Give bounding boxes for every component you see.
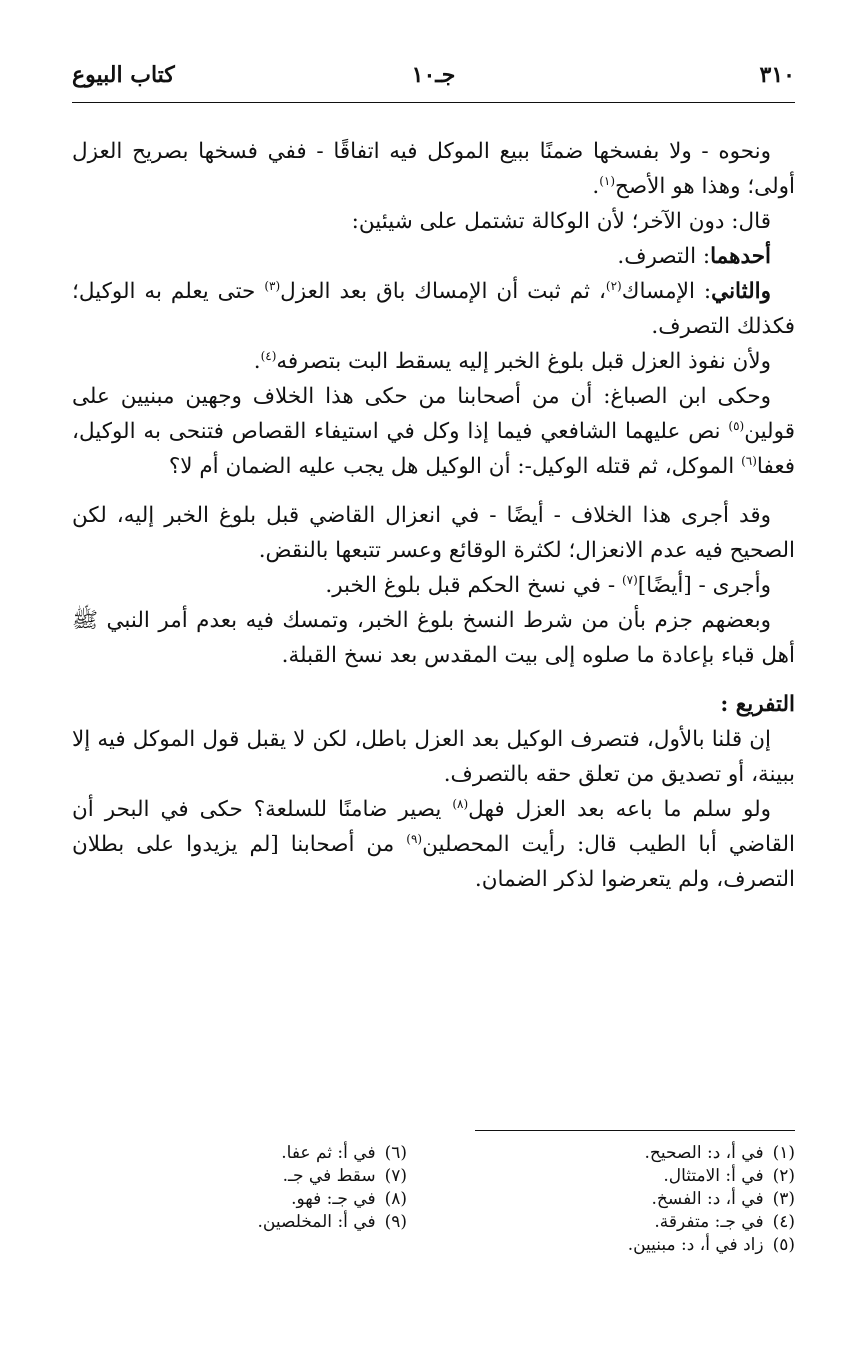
volume-number: جـ١٠ [411, 62, 456, 88]
paragraph: وبعضهم جزم بأن من شرط النسخ بلوغ الخبر، وتمسك فيه بعدم أمر النبي ﷺ أهل قباء بإعادة ما صلوه إلى بيت المقدس بعد نسخ القبلة. [72, 608, 795, 668]
page-header [72, 62, 795, 98]
footnote: (٩) في أ: المخلصين. [257, 1212, 407, 1232]
footnotes-right [475, 1142, 795, 1257]
page-number: ٣١٠ [759, 62, 795, 88]
footnote: (٨) في جـ: فهو. [291, 1189, 407, 1209]
main-text [72, 134, 795, 897]
paragraph: قال: دون الآخر؛ لأن الوكالة تشتمل على شيئين: [351, 209, 771, 234]
paragraph: ونحوه - ولا بفسخها ضمنًا ببيع الموكل فيه اتفاقًا - ففي فسخها بصريح العزل أولى؛ وهذا هو الأصح$^{(١)}$. [72, 139, 795, 199]
paragraph: وقد أجرى هذا الخلاف - أيضًا - في انعزال القاضي قبل بلوغ الخبر إليه، لكن الصحيح فيه عدم الانعزال؛ لكثرة الوقائع وعسر تتبعها بالنقض. [72, 503, 795, 563]
paragraph: ولو سلم ما باعه بعد العزل فهل$^{(٨)}$ يصير ضامنًا للسلعة؟ حكى في البحر أن القاضي أبا الطيب قال: رأيت المحصلين$^{(٩)}$ من أصحابنا [لم يزيدوا على بطلان التصرف، ولم يتعرضوا لذكر الضمان. [72, 796, 795, 892]
book-title: كتاب البيوع [72, 62, 175, 88]
header-divider [72, 102, 795, 103]
footnote: (٢) في أ: الامتثال. [663, 1166, 795, 1186]
paragraph: أحدهما: التصرف. [617, 244, 771, 269]
paragraph: ولأن نفوذ العزل قبل بلوغ الخبر إليه يسقط البت بتصرفه$^{(٤)}$. [253, 348, 771, 374]
footnote: (٦) في أ: ثم عفا. [281, 1143, 407, 1163]
paragraph: والثاني: الإمساك$^{(٢)}$، ثم ثبت أن الإمساك باق بعد العزل$^{(٣)}$ حتى يعلم به الوكيل؛ فكذلك التصرف. [72, 278, 795, 339]
paragraph: إن قلنا بالأول، فتصرف الوكيل بعد العزل باطل، لكن لا يقبل قول الموكل فيه إلا ببينة، أو تصديق من تعلق حقه بالتصرف. [72, 727, 795, 787]
footnote: (٣) في أ، د: الفسخ. [651, 1189, 795, 1209]
footnote: (١) في أ، د: الصحيح. [644, 1143, 795, 1163]
paragraph: وأجرى - [أيضًا]$^{(٧)}$ - في نسخ الحكم قبل بلوغ الخبر. [325, 572, 771, 598]
footnote: (٤) في جـ: متفرقة. [654, 1212, 795, 1232]
footnote-divider [475, 1130, 795, 1131]
section-heading: التفريع : [720, 692, 795, 717]
footnote: (٥) زاد في أ، د: مبنيين. [627, 1235, 795, 1255]
footnotes-left [147, 1142, 407, 1234]
footnote: (٧) سقط في جـ. [282, 1166, 407, 1186]
paragraph: وحكى ابن الصباغ: أن من أصحابنا من حكى هذا الخلاف وجهين مبنيين على قولين$^{(٥)}$ نص عليهما الشافعي فيما إذا وكل في استيفاء القصاص فتنحى به الوكيل، فعفا$^{(٦)}$ الموكل، ثم قتله الوكيل-: أن الوكيل هل يجب عليه الضمان أم لا؟ [72, 384, 795, 479]
